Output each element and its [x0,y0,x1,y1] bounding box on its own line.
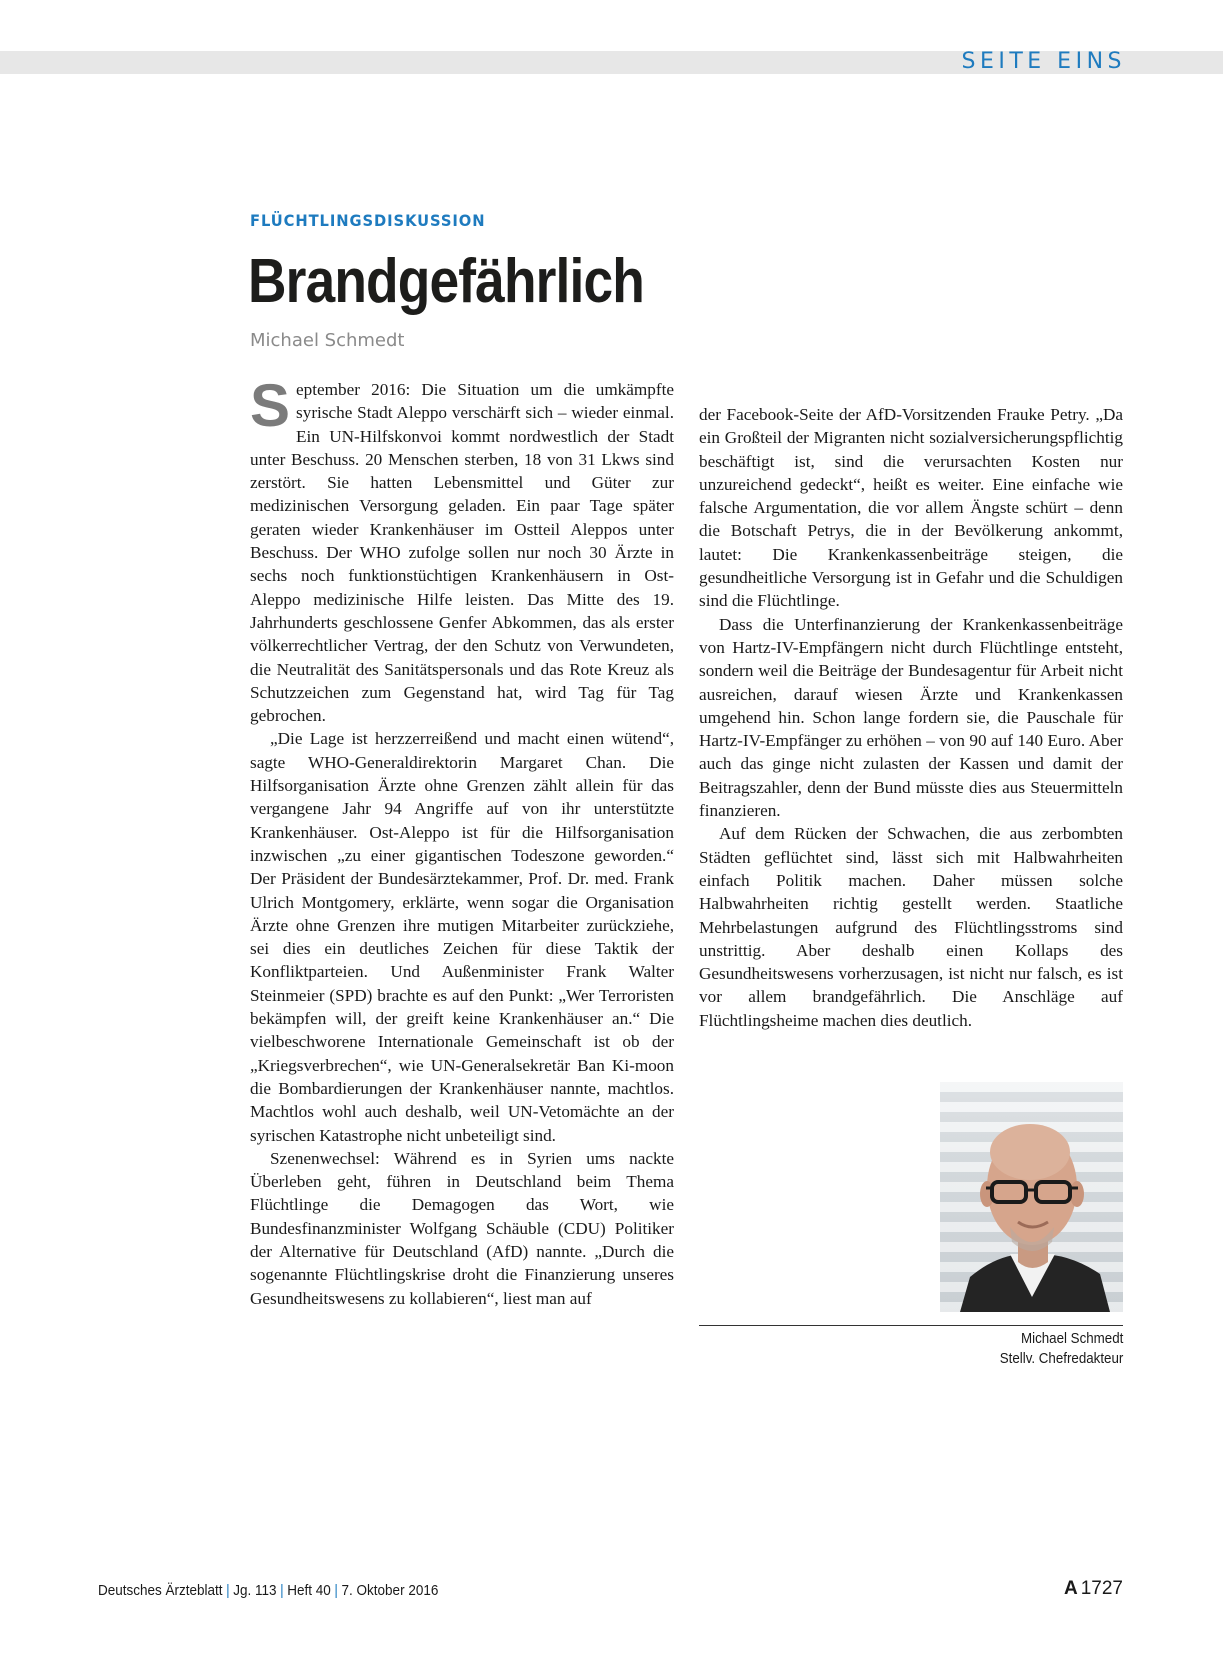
article-column-left [250,372,674,1310]
page-prefix: A [1063,1578,1078,1599]
footer-citation [98,1582,438,1599]
article-kicker: FLÜCHTLINGSDISKUSSION [250,211,486,230]
footer-volume: Jg. 113 [233,1582,277,1599]
portrait-illustration [940,1082,1123,1312]
page-number-value: 1727 [1080,1578,1123,1599]
footer-separator: | [334,1582,338,1599]
paragraph-5: Dass die Unterfinanzierung der Krankenkassenbeiträge von Hartz-IV-Empfängern nicht durch Flüchtlinge entsteht, sondern weil die Beiträge der Bundesagentur für Arbeit nicht ausreichen, darauf wiesen Ärzte und Krankenkassen umgehend hin. Schon lange fordern sie, die Pauschale für Hartz-IV-Empfänger zu erhöhen – von 90 auf 140 Euro. Aber auch das ginge nicht zulasten der Kassen und damit der Beitragszahler, denn der Bund müsste dies aus Steuermitteln finanzieren. [699,614,1123,821]
paragraph-2: „Die Lage ist herzzerreißend und macht einen wütend“, sagte WHO-Generaldirektorin Margaret Chan. Die Hilfsorganisation Ärzte ohne Grenzen zählt allein für das vergangene Jahr 94 Angriffe auf von ihr unterstützte Krankenhäuser. Ost-Aleppo ist für die Hilfsorganisation inzwischen „zu einer gigantischen Todeszone geworden.“ Der Präsident der Bundesärztekammer, Prof. Dr. med. Frank Ulrich Montgomery, erklärte, wenn sogar die Organisation Ärzte ohne Grenzen ihre mutigen Mitarbeiter zurückziehe, sei dies ein deutliches Zeichen für diese Taktik der Konfliktparteien. Und Außenminister Frank Walter Steinmeier (SPD) brachte es auf den Punkt: „Wer Terroristen bekämpfen will, der greift keine Krankenhäuser an.“ Die vielbeschworene Internationale Gemeinschaft ist ob der „Kriegsverbrechen“, wie UN-Generalsekretär Ban Ki-moon die Bombardierungen der Krankenhäuser nannte, machtlos. Machtlos wohl auch deshalb, weil UN-Vetomächte an der syrischen Katastrophe nicht unbeteiligt sind. [250,729,674,1145]
article-byline: Michael Schmedt [250,330,405,351]
footer-date: 7. Oktober 2016 [341,1582,439,1599]
footer-journal: Deutsches Ärzteblatt [98,1582,223,1599]
footer-issue: Heft 40 [287,1582,331,1599]
drop-cap: S [250,372,291,439]
article-title: Brandgefährlich [248,247,644,316]
section-label: SEITE EINS [961,49,1126,74]
author-name: Michael Schmedt [1020,1331,1123,1347]
footer-separator: | [226,1582,230,1599]
page-number [1064,1578,1123,1600]
article-column-right [699,403,1123,1032]
author-photo [940,1082,1123,1312]
paragraph-1 [250,372,674,727]
author-caption [999,1329,1123,1369]
author-role: Stellv. Chefredakteur [999,1351,1123,1367]
paragraph-1-text: eptember 2016: Die Situation um die umkämpfte syrische Stadt Aleppo verschärft sich – wieder einmal. Ein UN-Hilfskonvoi kommt nordwestlich der Stadt unter Beschuss. 20 Menschen sterben, 18 von 31 Lkws sind zerstört. Sie hatten Lebensmittel und Güter zur medizinischen Versorgung geladen. Ein paar Tage später geraten wieder Krankenhäuser im Ostteil Aleppos unter Beschuss. Der WHO zufolge sollen nur noch 30 Ärzte in sechs noch funktionstüchtigen Krankenhäusern in Ost-Aleppo medizinische Hilfe leisten. Das Mitte des 19. Jahrhunderts geschlossene Genfer Abkommen, das als erster völkerrechtlicher Vertrag, der den Schutz von Verwundeten, die Neutralität des Sanitätspersonals und das Rote Kreuz als Schutzzeichen zum Gegenstand hat, wird Tag für Tag gebrochen. [250,380,674,726]
paragraph-6: Auf dem Rücken der Schwachen, die aus zerbombten Städten geflüchtet sind, lässt sich mit Halbwahrheiten einfach Politik machen. Daher müssen solche Halbwahrheiten richtig gestellt werden. Staatliche Mehrbelastungen aufgrund des Flüchtlingsstroms sind unstrittig. Aber deshalb einen Kollaps des Gesundheitswesens vorherzusagen, ist nicht nur falsch, es ist vor allem brandgefährlich. Die Anschläge auf Flüchtlingsheime machen dies deutlich. [699,824,1123,1030]
paragraph-4: der Facebook-Seite der AfD-Vorsitzenden Frauke Petry. „Da ein Großteil der Migranten nicht sozialversicherungspflichtig beschäftigt ist, sind die verursachten Kosten nur unzureichend gedeckt“, heißt es weiter. Eine einfache wie falsche Argumentation, die vor allem Ängste schürt – denn die Botschaft Petrys, die in der Bevölkerung ankommt, lautet: Die Krankenkassenbeiträge steigen, die gesundheitliche Versorgung ist in Gefahr und die Schuldigen sind die Flüchtlinge. [699,405,1123,611]
footer-separator: | [280,1582,284,1599]
paragraph-3: Szenenwechsel: Während es in Syrien ums nackte Überleben geht, führen in Deutschland beim Thema Flüchtlinge die Demagogen das Wort, wie Bundesfinanzminister Wolfgang Schäuble (CDU) Politiker der Alternative für Deutschland (AfD) nannte. „Durch die sogenannte Flüchtlingskrise droht die Finanzierung unseres Gesundheitswesens zu kollabieren“, liest man auf [250,1148,674,1308]
caption-rule [699,1325,1123,1326]
